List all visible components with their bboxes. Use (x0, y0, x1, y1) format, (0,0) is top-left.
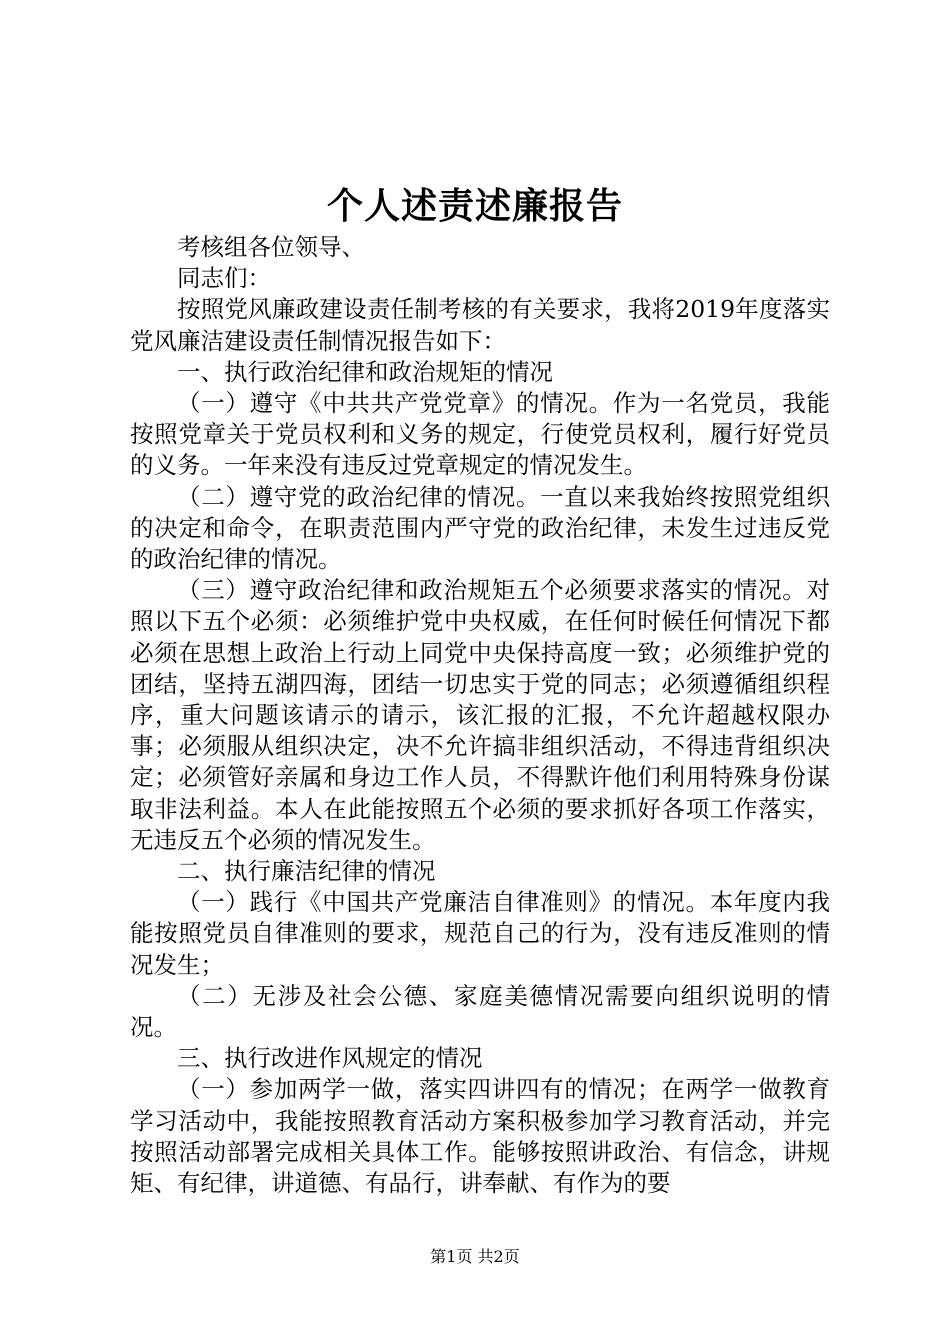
paragraph-1-1: （一）遵守《中共共产党党章》的情况。作为一名党员，我能按照党章关于党员权利和义务的规定，行使党员权利，履行好党员的义务。一年来没有违反过党章规定的情况发生。 (130, 389, 830, 480)
section-heading-1: 一、执行政治纪律和政治规矩的情况 (177, 357, 553, 386)
paragraph-salutation-1: 考核组各位领导、 (177, 233, 365, 261)
paragraph-2-2: （二）无涉及社会公德、家庭美德情况需要向组织说明的情况。 (130, 981, 830, 1042)
section-heading-2: 二、执行廉洁纪律的情况 (177, 857, 436, 886)
paragraph-3-1: （一）参加两学一做，落实四讲四有的情况；在两学一做教育学习活动中，我能按照教育活动方案积极参加学习教育活动，并完按照活动部署完成相关具体工作。能够按照讲政治、有信念，讲规矩、有纪律，讲道德、有品行，讲奉献、有作为的要 (130, 1075, 830, 1198)
paragraph-2-1: （一）践行《中国共产党廉洁自律准则》的情况。本年度内我能按照党员自律准则的要求，规范自己的行为，没有违反准则的情况发生； (130, 888, 830, 979)
paragraph-intro: 按照党风廉政建设责任制考核的有关要求，我将2019年度落实党风廉洁建设责任制情况报告如下： (130, 295, 830, 355)
document-body (130, 232, 830, 1199)
document-title: 个人述责述廉报告 (326, 185, 623, 227)
section-heading-3: 三、执行改进作风规定的情况 (177, 1044, 483, 1073)
page-footer: 第1页 共2页 (430, 1247, 520, 1266)
paragraph-1-3: （三）遵守政治纪律和政治规矩五个必须要求落实的情况。对照以下五个必须：必须维护党中央权威，在任何时候任何情况下都必须在思想上政治上行动上同党中央保持高度一致；必须维护党的团结，坚持五湖四海，团结一切忠实于党的同志；必须遵循组织程序，重大问题该请示的请示，该汇报的汇报，不允许超越权限办事；必须服从组织决定，决不允许搞非组织活动，不得违背组织决定；必须管好亲属和身边工作人员，不得默许他们利用特殊身份谋取非法利益。本人在此能按照五个必须的要求抓好各项工作落实，无违反五个必须的情况发生。 (130, 576, 830, 854)
paragraph-salutation-2: 同志们： (177, 264, 271, 293)
paragraph-1-2: （二）遵守党的政治纪律的情况。一直以来我始终按照党组织的决定和命令，在职责范围内严守党的政治纪律，未发生过违反党的政治纪律的情况。 (130, 482, 830, 574)
